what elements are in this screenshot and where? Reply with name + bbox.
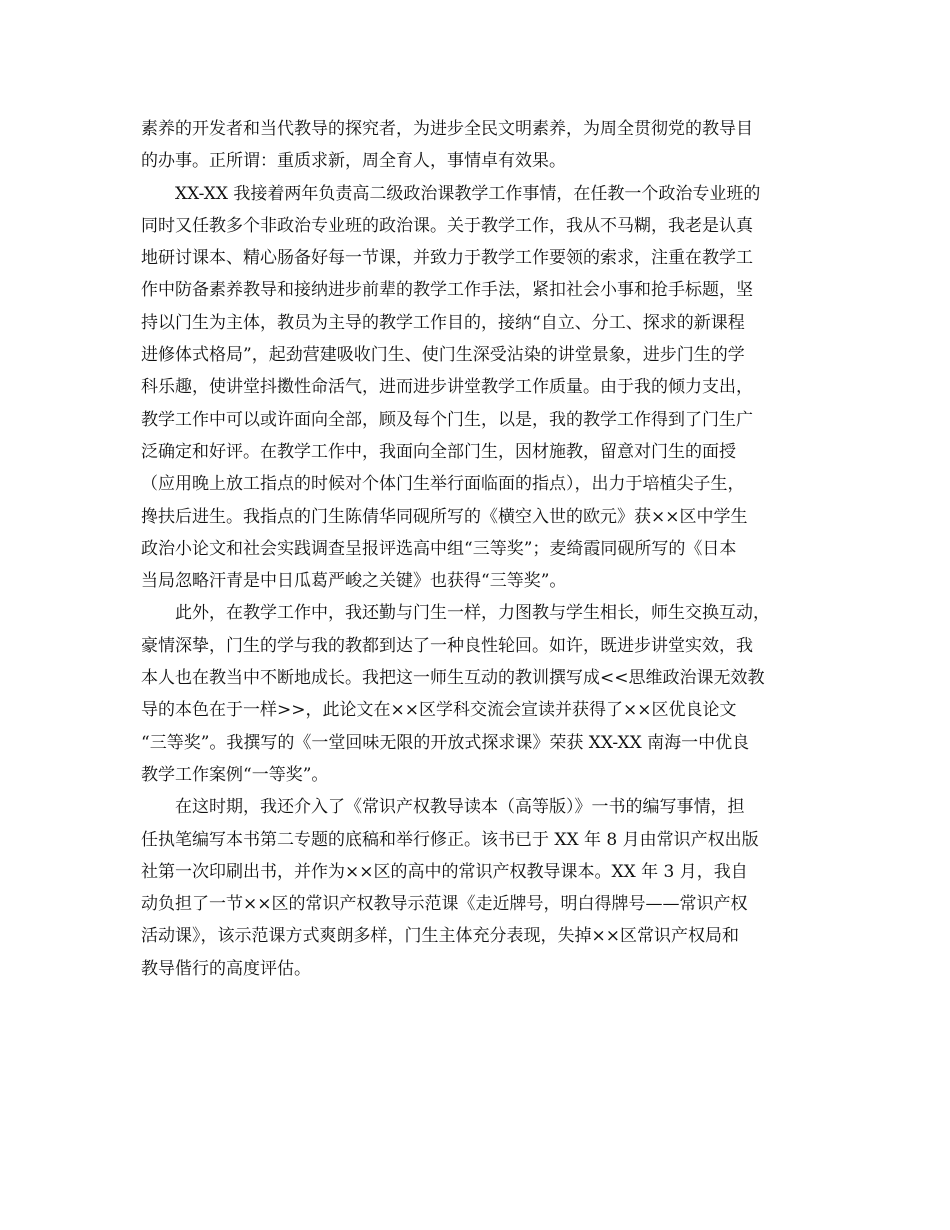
text-line: “三等奖”。我撰写的《一堂回味无限的开放式探求课》荣获 XX-XX 南海一中优良 [141, 732, 750, 753]
text-line: 科乐趣，使讲堂抖擞性命活气，进而进步讲堂教学工作质量。由于我的倾力支出， [141, 377, 753, 398]
text-line: 进修体式格局”，起劲营建吸收门生、使门生深受沾染的讲堂景象，进步门生的学 [141, 345, 745, 366]
text-line: 教学工作案例“一等奖”。 [141, 764, 329, 785]
text-line: 任执笔编写本书第二专题的底稿和举行修正。该书已于 XX 年 8 月由常识产权出版 [141, 829, 759, 850]
text-line: 教导偕行的高度评估。 [141, 958, 311, 979]
paragraph-1 [141, 113, 817, 178]
text-line: 当局忽略汗青是中日瓜葛严峻之关键》也获得“三等奖”。 [141, 571, 567, 592]
text-line: 同时又任教多个非政治专业班的政治课。关于教学工作，我从不马糊，我老是认真 [141, 215, 753, 236]
text-line: 地研讨课本、精心肠备好每一节课，并致力于教学工作要领的索求，注重在教学工 [141, 248, 753, 269]
text-line: 搀扶后进生。我指点的门生陈倩华同砚所写的《横空入世的欧元》获××区中学生 [141, 506, 748, 527]
text-line: 政治小论文和社会实践调查呈报评选高中组“三等奖”；麦绮霞同砚所写的《日本 [141, 538, 737, 559]
paragraph-4 [141, 791, 817, 985]
text-line: 教学工作中可以或许面向全部，顾及每个门生，以是，我的教学工作得到了门生广 [141, 409, 753, 430]
text-line: 泛确定和好评。在教学工作中，我面向全部门生，因材施教，留意对门生的面授 [141, 441, 736, 462]
text-line: 在这时期，我还介入了《常识产权教导读本（高等版）》一书的编写事情，担 [175, 797, 745, 818]
text-line: 社第一次印刷出书，并作为××区的高中的常识产权教导课本。XX 年 3 月，我自 [141, 861, 748, 882]
text-line: XX-XX 我接着两年负责高二级政治课教学工作事情，在任教一个政治专业班的 [175, 183, 761, 204]
text-line: 持以门生为主体，教员为主导的教学工作目的，接纳“自立、分工、探求的新课程 [141, 312, 745, 333]
text-line: 的办事。正所谓：重质求新，周全育人，事情卓有效果。 [141, 151, 566, 172]
text-line: 本人也在教当中不断地成长。我把这一师生互动的教训撰写成<<思维政治课无效教 [141, 668, 765, 689]
text-line: 活动课》，该示范课方式爽朗多样，门生主体充分表现，失掉××区常识产权局和 [141, 926, 739, 947]
text-line: 导的本色在于一样>>，此论文在××区学科交流会宣读并获得了××区优良论文 [141, 700, 737, 721]
text-line: 素养的开发者和当代教导的探究者，为进步全民文明素养，为周全贯彻党的教导目 [141, 119, 753, 139]
text-line: 动负担了一节××区的常识产权教导示范课《走近牌号，明白得牌号——常识产权 [141, 894, 748, 915]
paragraph-2 [141, 178, 817, 598]
text-line: 作中防备素养教导和接纳进步前辈的教学工作手法，紧扣社会小事和抢手标题，坚 [141, 280, 753, 301]
text-line: 此外，在教学工作中，我还勤与门生一样，力图教与学生相长，师生交换互动， [175, 603, 770, 624]
text-line: （应用晚上放工指点的时候对个体门生举行面临面的指点），出力于培植尖子生， [141, 474, 745, 495]
text-line: 豪情深挚，门生的学与我的教都到达了一种良性轮回。如许，既进步讲堂实效，我 [141, 635, 753, 656]
document-body [141, 113, 817, 985]
paragraph-3 [141, 597, 817, 791]
